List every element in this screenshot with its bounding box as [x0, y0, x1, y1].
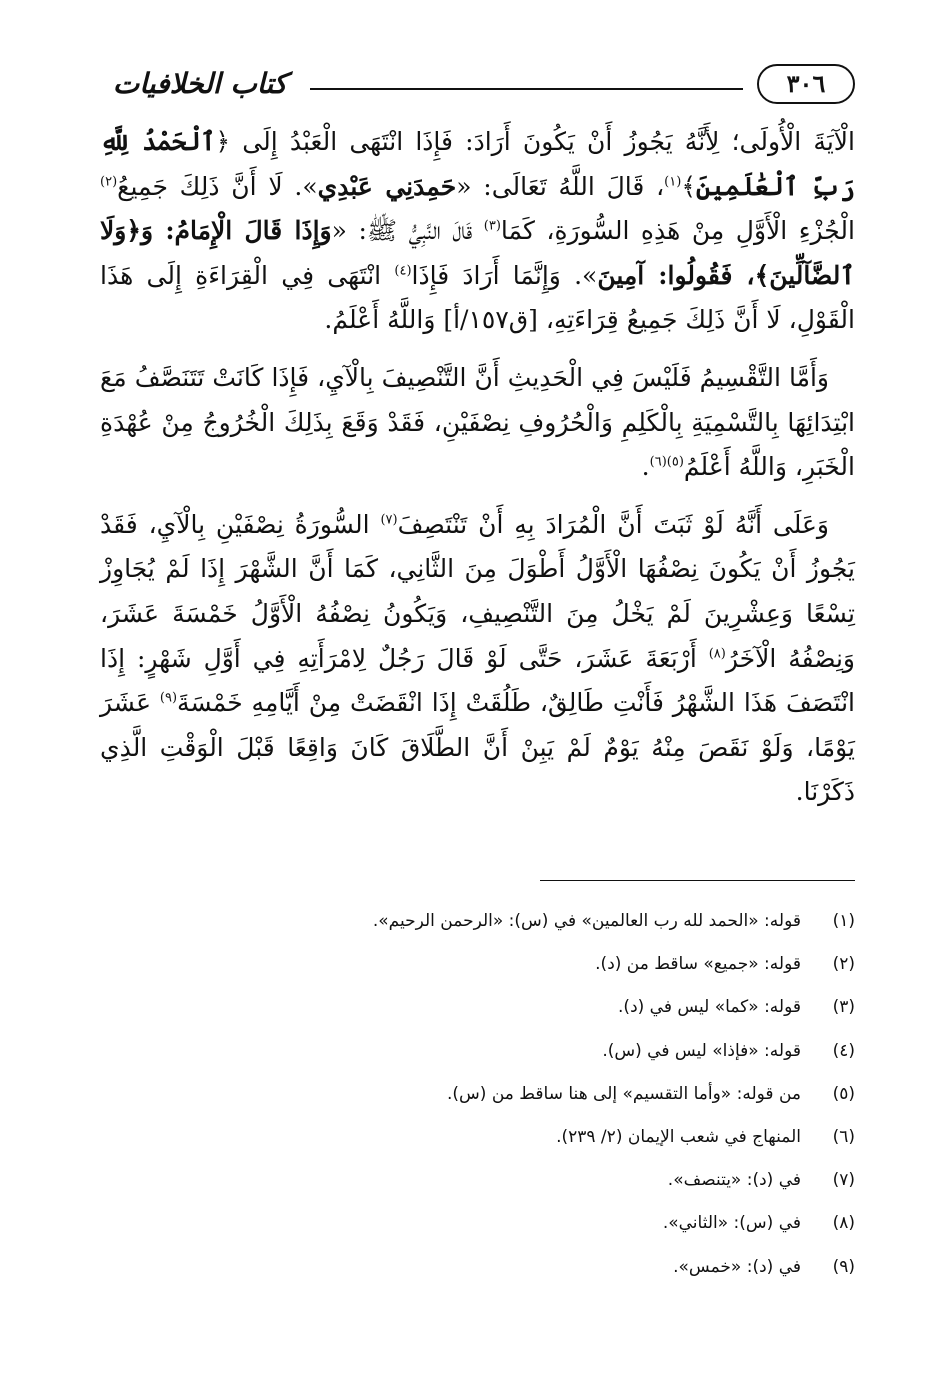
text-run: قَالَ النَّبِيُّ ﷺ: «: [331, 216, 484, 246]
footnote-ref-5-6: (٥)(٦): [649, 454, 684, 470]
text-run: السُّورَةُ نِصْفَيْنِ بِالْآيِ، فَقَدْ يَجُوزُ أَنْ يَكُونَ نِصْفُهَا الْأَوَّلُ أَطْوَلَ مِنَ الثَّانِي، كَمَا أَنَّ الشَّهْرَ إِذَا لَمْ يُجَاوِزْ تِسْعًا وَعِشْرِينَ لَمْ يَخْلُ مِنَ التَّنْصِيفِ، وَيَكُونُ نِصْفُهُ الْأَوَّلُ خَمْسَةَ عَشَرَ، وَنِصْفُهُ الْآخَرُ: [100, 509, 855, 673]
text-run: الْآيَةَ الْأُولَى؛ لِأَنَّهُ يَجُوزُ أَنْ يَكُونَ أَرَادَ: فَإِذَا انْتَهَى الْعَبْدُ إِلَى ﴿: [215, 127, 855, 156]
footnote-item: [100, 1159, 855, 1202]
footnote-number: (٧): [832, 1170, 855, 1191]
footnote-item: [100, 1030, 855, 1073]
hadith-quote: وَإِذَا قَالَ الْإِمَامُ: وَ﴿وَلَا ٱلضَّآلِّينَ﴾، فَقُولُوا: آمِينَ: [100, 216, 855, 290]
paragraph-1: [100, 120, 855, 343]
page-header: [100, 62, 855, 112]
footnote-item: [100, 1246, 855, 1289]
footnote-ref-7: (٧): [380, 512, 398, 528]
footnote-text: قوله: «الحمد لله رب العالمين» في (س): «الرحمن الرحيم».: [372, 911, 801, 931]
footnote-ref-2: (٢): [100, 174, 118, 190]
footnote-item: [100, 1116, 855, 1159]
footnote-number: (٢): [832, 954, 855, 975]
text-run: ، قَالَ اللَّهُ تَعَالَى: «: [456, 171, 665, 201]
text-run: وَعَلَى أَنَّهُ لَوْ ثَبَتَ أَنَّ الْمُرَادَ بِهِ أَنْ تَنْتَصِفَ: [397, 509, 829, 539]
footnote-number: (٨): [832, 1213, 855, 1234]
footnote-separator: [540, 880, 855, 881]
footnote-number: (٣): [832, 997, 855, 1018]
footnote-ref-9: (٩): [159, 690, 178, 706]
footnote-number: (٥): [832, 1083, 855, 1104]
hadith-quote: حَمِدَنِي عَبْدِي: [317, 171, 457, 201]
text-run: أَرْبَعَةَ عَشَرَ، حَتَّى لَوْ قَالَ رَجُلٌ لِامْرَأَتِهِ فِي أَوَّلِ شَهْرٍ: إِذَا انْتَصَفَ هَذَا الشَّهْرُ فَأَنْتِ طَالِقٌ، طَلُقَتْ إِذَا انْقَضَتْ مِنْ أَيَّامِهِ خَمْسَةَ: [100, 643, 855, 718]
text-run: وَأَمَّا التَّقْسِيمُ فَلَيْسَ فِي الْحَدِيثِ أَنَّ التَّنْصِيفَ بِالْآيِ، فَإِذَا كَانَتْ تَتَنَصَّفُ مَعَ ابْتِدَائِهَا بِالتَّسْمِيَةِ بِالْكَلِمِ وَالْحُرُوفِ نِصْفَيْنِ، فَقَدْ وَقَعَ بِذَلِكَ الْخُرُوجُ مِنْ عُهْدَةِ الْخَبَرِ، وَاللَّهُ أَعْلَمُ: [100, 362, 855, 482]
main-text: [100, 120, 855, 815]
text-run: ﴾: [681, 171, 696, 201]
footnote-item: [100, 900, 855, 943]
text-run: ». وَإِنَّمَا أَرَادَ فَإِذَا: [411, 260, 598, 290]
footnote-item: [100, 986, 855, 1029]
footnote-number: (١): [832, 911, 855, 931]
text-run: .: [641, 452, 650, 482]
footnote-ref-3: (٣): [483, 218, 501, 234]
footnote-text: قوله: «كما» ليس في (د).: [618, 997, 801, 1018]
footnote-text: المنهاج في شعب الإيمان (٢/ ٢٣٩).: [556, 1126, 801, 1147]
text-run: انْتَهَى فِي الْقِرَاءَةِ إِلَى هَذَا الْقَوْلِ، لَا أَنَّ ذَلِكَ جَمِيعُ قِرَاءَتِهِ، [ق١٥٧/أ] وَاللَّهُ أَعْلَمُ.: [100, 260, 855, 335]
footnote-text: في (س): «الثاني».: [662, 1213, 801, 1234]
footnote-number: (٦): [832, 1126, 855, 1147]
footnote-number: (٤): [832, 1040, 855, 1061]
footnote-text: من قوله: «وأما التقسيم» إلى هنا ساقط من (س).: [447, 1083, 801, 1104]
footnotes-list: [100, 900, 855, 1289]
book-title: كتاب الخلافيات: [112, 67, 288, 100]
footnote-item: [100, 943, 855, 986]
paragraph-2: [100, 356, 855, 490]
footnote-text: قوله: «فإذا» ليس في (س).: [602, 1040, 801, 1061]
footnote-ref-8: (٨): [708, 646, 726, 662]
header-rule: [310, 88, 743, 90]
text-run: الْجُزْءِ الْأَوَّلِ مِنْ هَذِهِ السُّورَةِ، كَمَا: [500, 216, 855, 246]
footnote-item: [100, 1073, 855, 1116]
footnote-text: في (د): «خمس».: [673, 1256, 801, 1277]
footnote-ref-4: (٤): [394, 263, 412, 279]
footnote-ref-1: (١): [664, 174, 682, 190]
footnote-item: [100, 1202, 855, 1245]
footnote-number: (٩): [832, 1256, 855, 1277]
paragraph-3: [100, 503, 855, 815]
footnote-text: في (د): «يتنصف».: [667, 1170, 801, 1191]
text-run: عَشَرَ يَوْمًا، وَلَوْ نَقَصَ مِنْهُ يَوْمٌ لَمْ يَبِنْ أَنَّ الطَّلَاقَ كَانَ وَاقِعًا قَبْلَ الْوَقْتِ الَّذِي ذَكَرْنَا.: [100, 688, 855, 807]
footnote-text: قوله: «جميع» ساقط من (د).: [595, 954, 801, 975]
quran-quote: ٱلْحَمْدُ لِلَّهِ رَبِّ ٱلْعَٰلَمِينَ: [100, 127, 855, 201]
text-run: ». لَا أَنَّ ذَلِكَ جَمِيعُ: [117, 171, 318, 201]
page-number-badge: ٣٠٦: [757, 64, 855, 104]
